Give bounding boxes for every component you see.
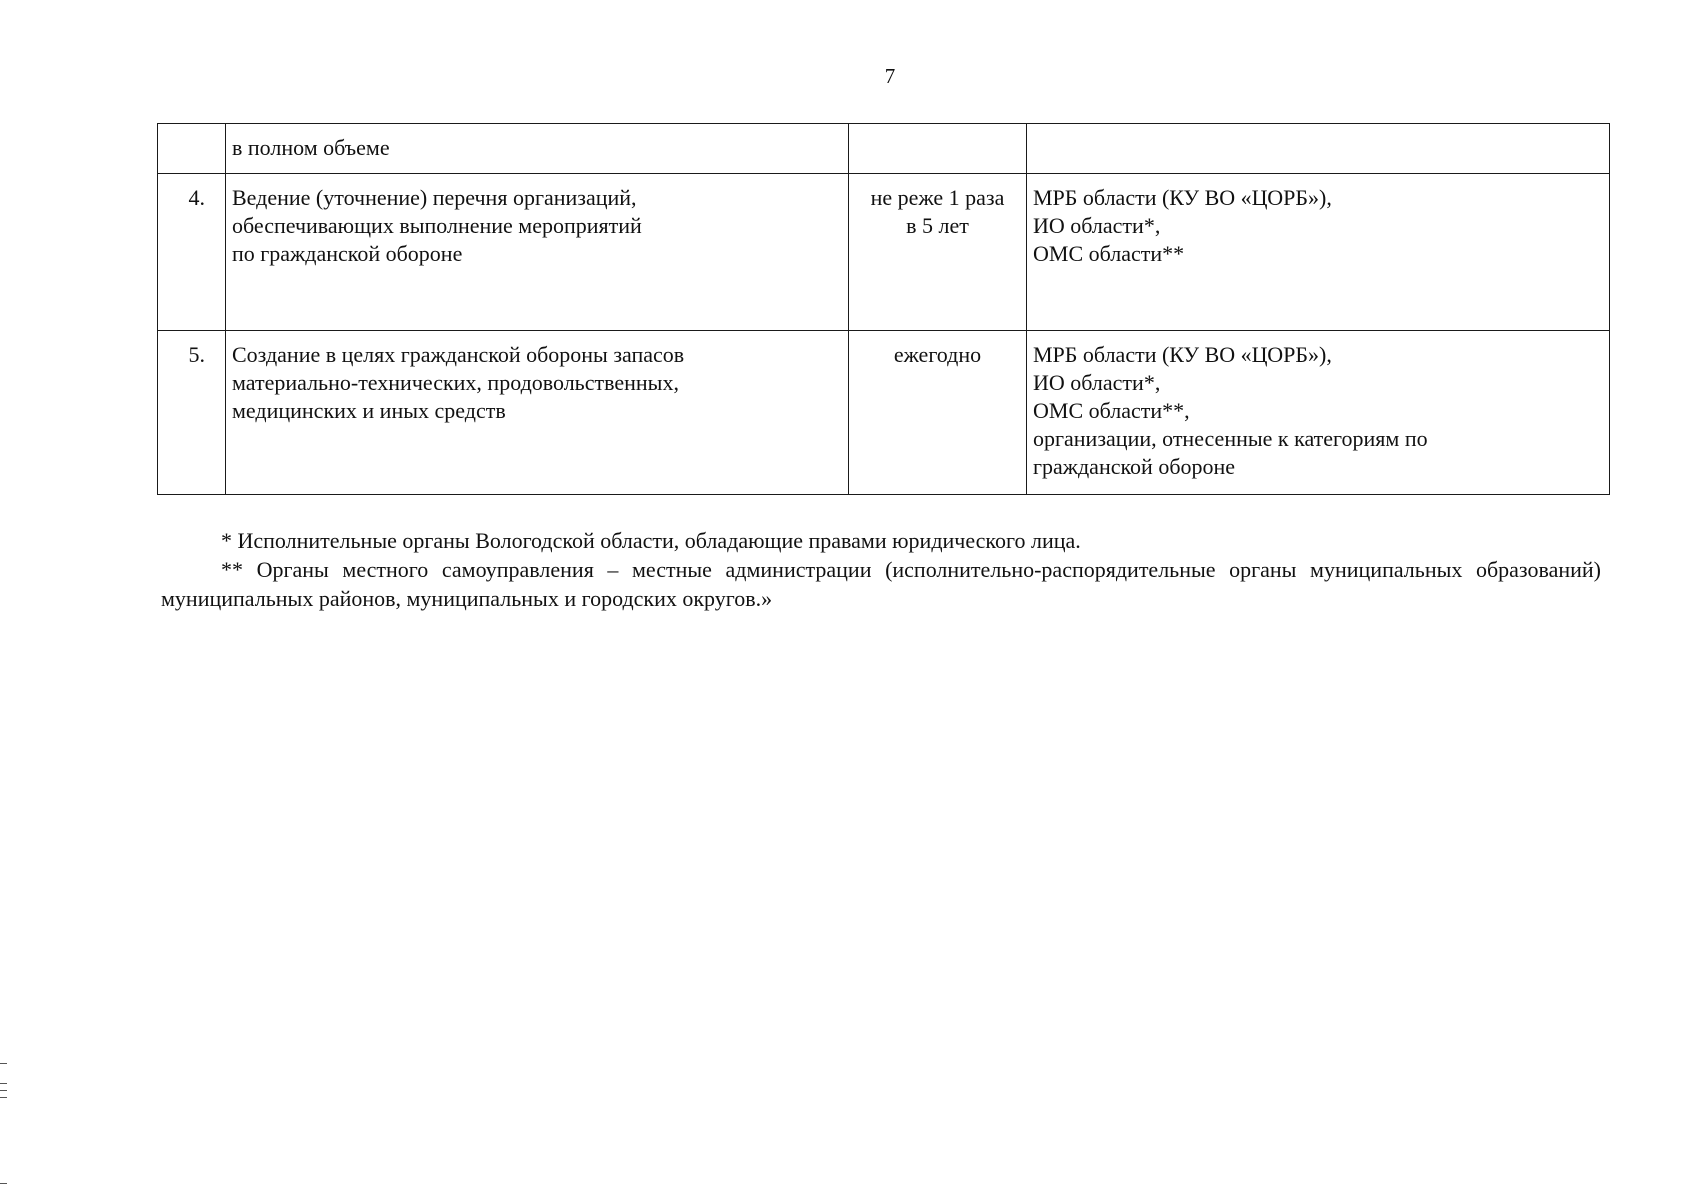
- footnotes: [161, 526, 1601, 613]
- term-line: не реже 1 раза: [870, 185, 1005, 210]
- row-number-cell: [158, 124, 226, 174]
- responsible-line: МРБ области (КУ ВО «ЦОРБ»),: [1033, 185, 1332, 210]
- table-row: [158, 174, 1610, 331]
- responsible-cell: [1027, 174, 1610, 331]
- activity-line: обеспечивающих выполнение мероприятий: [232, 213, 642, 238]
- term-line: в 5 лет: [906, 213, 969, 238]
- footnote-local-government: ** Органы местного самоуправления – местные администрации (исполнительно-распорядительные органы муниципальных образований) муниципальных районов, муниципальных и городских округов.»: [161, 557, 1601, 611]
- table-row: [158, 124, 1610, 174]
- responsible-line: гражданской обороне: [1033, 454, 1236, 479]
- activity-line: в полном объеме: [232, 135, 390, 160]
- activity-cell: [226, 331, 849, 495]
- margin-mark: [0, 1083, 7, 1084]
- responsible-line: организации, отнесенные к категориям по: [1033, 426, 1428, 451]
- activity-line: материально-технических, продовольственных,: [232, 370, 679, 395]
- footnote-executive-bodies: * Исполнительные органы Вологодской области, обладающие правами юридического лица.: [221, 528, 1081, 553]
- activity-line: по гражданской обороне: [232, 241, 463, 266]
- page-number: 7: [884, 64, 896, 88]
- margin-mark: [0, 1097, 7, 1098]
- responsible-line: ОМС области**,: [1033, 398, 1190, 423]
- responsible-cell: [1027, 331, 1610, 495]
- term-cell: [849, 124, 1027, 174]
- margin-mark: [0, 1183, 7, 1184]
- responsible-line: ИО области*,: [1033, 370, 1161, 395]
- activity-line: медицинских и иных средств: [232, 398, 506, 423]
- table-row: [158, 331, 1610, 495]
- responsible-line: ИО области*,: [1033, 213, 1161, 238]
- term-cell: [849, 331, 1027, 495]
- responsible-cell: [1027, 124, 1610, 174]
- activity-cell: [226, 174, 849, 331]
- measures-table: [157, 123, 1610, 495]
- margin-mark: [0, 1063, 7, 1064]
- activity-line: Создание в целях гражданской обороны запасов: [232, 342, 685, 367]
- responsible-line: ОМС области**: [1033, 241, 1185, 266]
- term-line: ежегодно: [893, 342, 982, 367]
- row-number-cell: 5.: [158, 331, 226, 495]
- row-number-cell: 4.: [158, 174, 226, 331]
- activity-line: Ведение (уточнение) перечня организаций,: [232, 185, 637, 210]
- activity-cell: [226, 124, 849, 174]
- term-cell: [849, 174, 1027, 331]
- margin-mark: [0, 1090, 7, 1091]
- responsible-line: МРБ области (КУ ВО «ЦОРБ»),: [1033, 342, 1332, 367]
